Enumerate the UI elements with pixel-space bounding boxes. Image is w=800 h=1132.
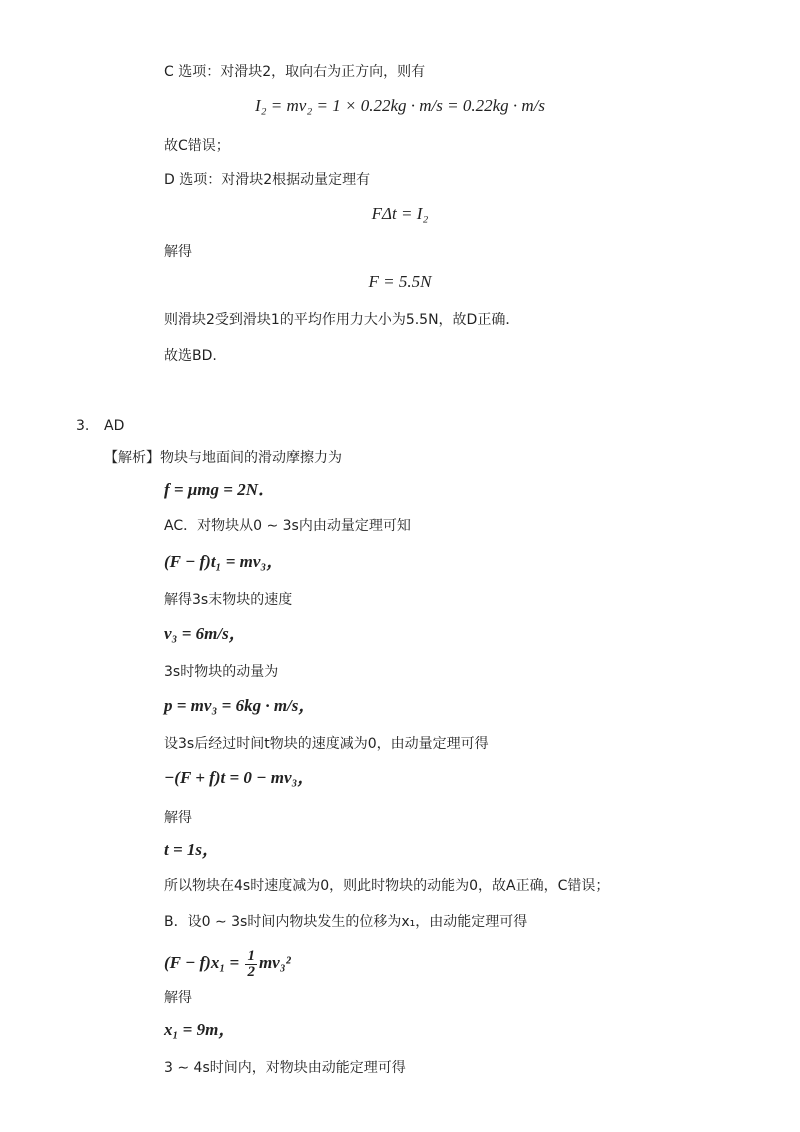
d-option-text: D 选项：对滑块2根据动量定理有: [164, 172, 371, 188]
x1-equation: x₁ = 9m，: [164, 1020, 236, 1039]
set-t-text: 设3s后经过时间t物块的速度减为0，由动量定理可得: [164, 736, 489, 752]
energy-equation-lhs: (F − f)x₁ =: [164, 953, 240, 972]
question-number: 3.: [76, 418, 90, 434]
energy-equation-rhs: mv₃²: [258, 953, 291, 972]
d-solve-label: 解得: [164, 244, 192, 260]
one-half-fraction: [245, 949, 257, 980]
d-force-equation: F = 5.5N: [368, 272, 432, 291]
c-option-text: C 选项：对滑块2，取向右为正方向，则有: [164, 64, 426, 80]
c-conclusion: 故C错误；: [164, 138, 230, 154]
c-option-equation: I₂ = mv₂ = 1 × 0.22kg · m/s = 0.22kg · m/s: [254, 96, 545, 115]
friction-equation: f = μmg = 2N．: [164, 480, 275, 499]
energy-equation: [164, 944, 291, 982]
analysis-heading: [104, 448, 342, 468]
last-text: 3 ∼ 4s时间内，对物块由动能定理可得: [164, 1060, 406, 1076]
momentum-equation-2: −(F + f)t = 0 − mv₃，: [164, 768, 315, 787]
ac-text: AC．对物块从0 ∼ 3s内由动量定理可知: [164, 518, 411, 534]
b-text: B．设0 ∼ 3s时间内物块发生的位移为x₁，由动能定理可得: [164, 914, 528, 930]
solve-x1-label: 解得: [164, 990, 192, 1006]
fraction-numerator: 1: [247, 947, 255, 964]
d-conclusion: 则滑块2受到滑块1的平均作用力大小为5.5N，故D正确．: [164, 312, 520, 328]
v3-equation: v₃ = 6m/s，: [164, 624, 246, 643]
t-equation: t = 1s，: [164, 840, 220, 859]
d-impulse-equation: FΔt = I₂: [371, 204, 429, 223]
analysis-label: 【解析】: [104, 450, 160, 466]
question-answer: AD: [104, 418, 125, 434]
analysis-intro: 物块与地面间的滑动摩擦力为: [160, 450, 342, 466]
momentum-equation-1: (F − f)t₁ = mv₃，: [164, 552, 284, 571]
final-choice: 故选BD.: [164, 348, 217, 364]
momentum-3s-text: 3s时物块的动量为: [164, 664, 279, 680]
solve-v3-text: 解得3s末物块的速度: [164, 592, 293, 608]
conclusion-ac: 所以物块在4s时速度减为0，则此时物块的动能为0，故A正确，C错误；: [164, 878, 610, 894]
fraction-denominator: 2: [247, 963, 255, 980]
solve-t-label: 解得: [164, 810, 192, 826]
p-equation: p = mv₃ = 6kg · m/s，: [164, 696, 316, 715]
